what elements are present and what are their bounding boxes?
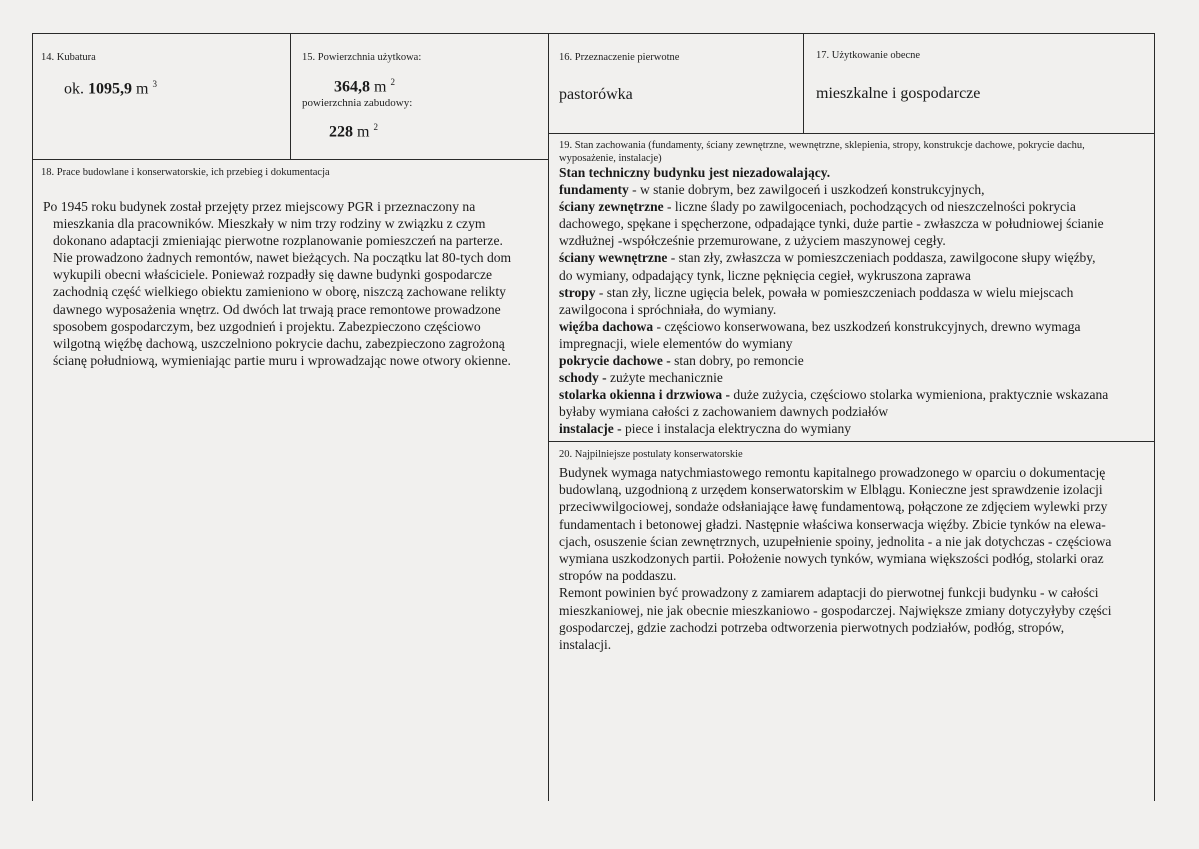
text-line: Remont powinien być prowadzony z zamiarem adaptacji do pierwotnej funkcji budynku - w całości [559, 585, 1099, 601]
text-line: instalacji. [559, 637, 612, 653]
prace-cell [33, 160, 548, 800]
text-line: do wymiany, odpadający tynk, liczne pęknięcia cegieł, wykruszona zaprawa [559, 267, 971, 283]
powierzchnia-zabudowy-label: powierzchnia zabudowy: [302, 97, 413, 109]
przeznaczenie-value: pastorówka [559, 86, 633, 103]
powierzchnia-uzytkowa-value: 364,8 m $^2$ [334, 77, 395, 96]
powierzchnia-label: 15. Powierzchnia użytkowa: [302, 52, 422, 63]
prace-text [43, 198, 543, 369]
uzytkowanie-cell [804, 34, 1154, 133]
text-line: gospodarczej, gdzie zachodzi potrzeba odtworzenia pierwotnych podziałów, podłóg, stropów, [559, 619, 1065, 635]
kubatura-label: 14. Kubatura [41, 52, 96, 63]
text-line: zachodnią część wielkiego obiektu zamieniono w oborę, niszczą zachowane relikty [53, 284, 506, 300]
right-border [1154, 33, 1155, 801]
text-line: przeciwwilgociowej, sondaże odsłaniające ławę fundamentową, połączone ze zdjęciem wylewki przy [559, 499, 1108, 515]
text-line: mieszkania dla pracowników. Mieszkały w nim trzy rodziny w związku z czym [53, 216, 486, 232]
stan-heading: Stan techniczny budynku jest niezadowalający. [559, 165, 831, 180]
text-line: Budynek wymaga natychmiastowego remontu kapitalnego prowadzonego w oparciu o dokumentację [559, 465, 1106, 480]
text-line: dokonano adaptacji zmieniając pierwotne rozplanowanie pomieszczeń na parterze. [53, 233, 503, 249]
stan-text [559, 164, 1154, 438]
text-line: impregnacji, wiele elementów do wymiany [559, 335, 793, 351]
text-line: mieszkaniowej, nie jak obecnie mieszkaniowo - gospodarczej. Największe zmiany dotyczyłyby części [559, 602, 1112, 618]
uzytkowanie-value: mieszkalne i gospodarcze [816, 85, 981, 102]
przeznaczenie-cell [549, 34, 803, 133]
text-line: sposobem gospodarczym, bez uzgodnień i projektu. Zabezpieczono częściowo [53, 318, 481, 334]
text-line: wymiana uszkodzonych partii. Położenie nowych tynków, wymiana większości podłóg, stolarki oraz [559, 551, 1104, 567]
text-line: budowlaną, uzgodnioną z urzędem konserwatorskim w Elblągu. Konieczne jest sprawdzenie izolacji [559, 482, 1103, 498]
text-line: wzdłużnej -współcześnie przemurowane, z użyciem maszynowej cegły. [559, 233, 946, 249]
text-line: stropów na poddaszu. [559, 568, 677, 584]
text-line: cjach, osuszenie ścian zewnętrznych, uzupełnienie spoiny, jednolita - a nie jak dotychczas - częściowa [559, 533, 1112, 549]
stan-item: ściany wewnętrzne - stan zły, zwłaszcza w pomieszczeniach poddasza, zawilgocone słupy więźby, [559, 250, 1096, 266]
text-line: dachowego, spękane i spęcherzone, odpadające tynki, duże partie - zwłaszcza w południowej ścianie [559, 216, 1104, 232]
text-line: wilgotną więźbę dachową, uszczelniono pokrycie dachu, zabezpieczono zagrożoną [53, 335, 505, 351]
stan-item: stropy - stan zły, liczne ugięcia belek, powała w pomieszczeniach poddasza w wielu miejscach [559, 284, 1074, 300]
stan-item: więźba dachowa - częściowo konserwowana, bez uszkodzeń konstrukcyjnych, drewno wymaga [559, 318, 1081, 334]
text-line: ścianę południową, wymieniając partie muru i wprowadzając nowe otwory okienne. [53, 352, 511, 368]
uzytkowanie-label: 17. Użytkowanie obecne [816, 50, 921, 61]
text-line: Po 1945 roku budynek został przejęty przez miejscowy PGR i przeznaczony na [43, 199, 476, 214]
stan-item: ściany zewnętrzne - liczne ślady po zawilgoceniach, pochodzących od nieszczelności pokrycia [559, 199, 1076, 215]
stan-label: 19. Stan zachowania (fundamenty, ściany zewnętrzne, wewnętrzne, sklepienia, stropy, konstrukcje dachowe, pokrycie dachu, wyposażenie, instalacje) [559, 140, 1085, 164]
stan-item: stolarka okienna i drzwiowa - duże zużycia, częściowo stolarka wymieniona, praktycznie wskazana [559, 387, 1109, 403]
text-line: fundamentach i betonowej gładzi. Następnie właściwa konserwacja więźby. Zbicie tynków na elewa- [559, 516, 1106, 532]
text-line: wykupili obecni właściciele. Ponieważ rozpadły się dawne budynki gospodarcze [53, 267, 493, 283]
stan-item: schody - zużyte mechanicznie [559, 370, 723, 386]
kubatura-cell [33, 34, 290, 159]
przeznaczenie-label: 16. Przeznaczenie pierwotne [559, 52, 680, 63]
powierzchnia-zabudowy-value: 228 m $^2$ [329, 122, 378, 141]
prace-label: 18. Prace budowlane i konserwatorskie, ich przebieg i dokumentacja [41, 167, 330, 178]
text-line: dawnego wyposażenia wnętrz. Od dwóch lat trwają prace remontowe prowadzone [53, 301, 501, 317]
postulaty-text [559, 464, 1154, 653]
stan-item: instalacje - piece i instalacja elektryczna do wymiany [559, 421, 852, 437]
text-line: byłaby wymiana całości z zachowaniem dawnych podziałów [559, 404, 889, 420]
stan-item: fundamenty - w stanie dobrym, bez zawilgoceń i uszkodzeń konstrukcyjnych, [559, 182, 985, 198]
stan-item: pokrycie dachowe - stan dobry, po remoncie [559, 353, 804, 369]
text-line: zawilgocona i spróchniała, do wymiany. [559, 301, 777, 317]
text-line: Nie prowadzono żadnych remontów, nawet bieżących. Na początku lat 80-tych dom [53, 250, 512, 266]
postulaty-cell [549, 442, 1154, 800]
kubatura-value: ok. 1095,9 m $^3$ [64, 79, 157, 98]
stan-cell [549, 134, 1154, 441]
postulaty-label: 20. Najpilniejsze postulaty konserwatorskie [559, 449, 743, 460]
powierzchnia-cell [291, 34, 548, 159]
